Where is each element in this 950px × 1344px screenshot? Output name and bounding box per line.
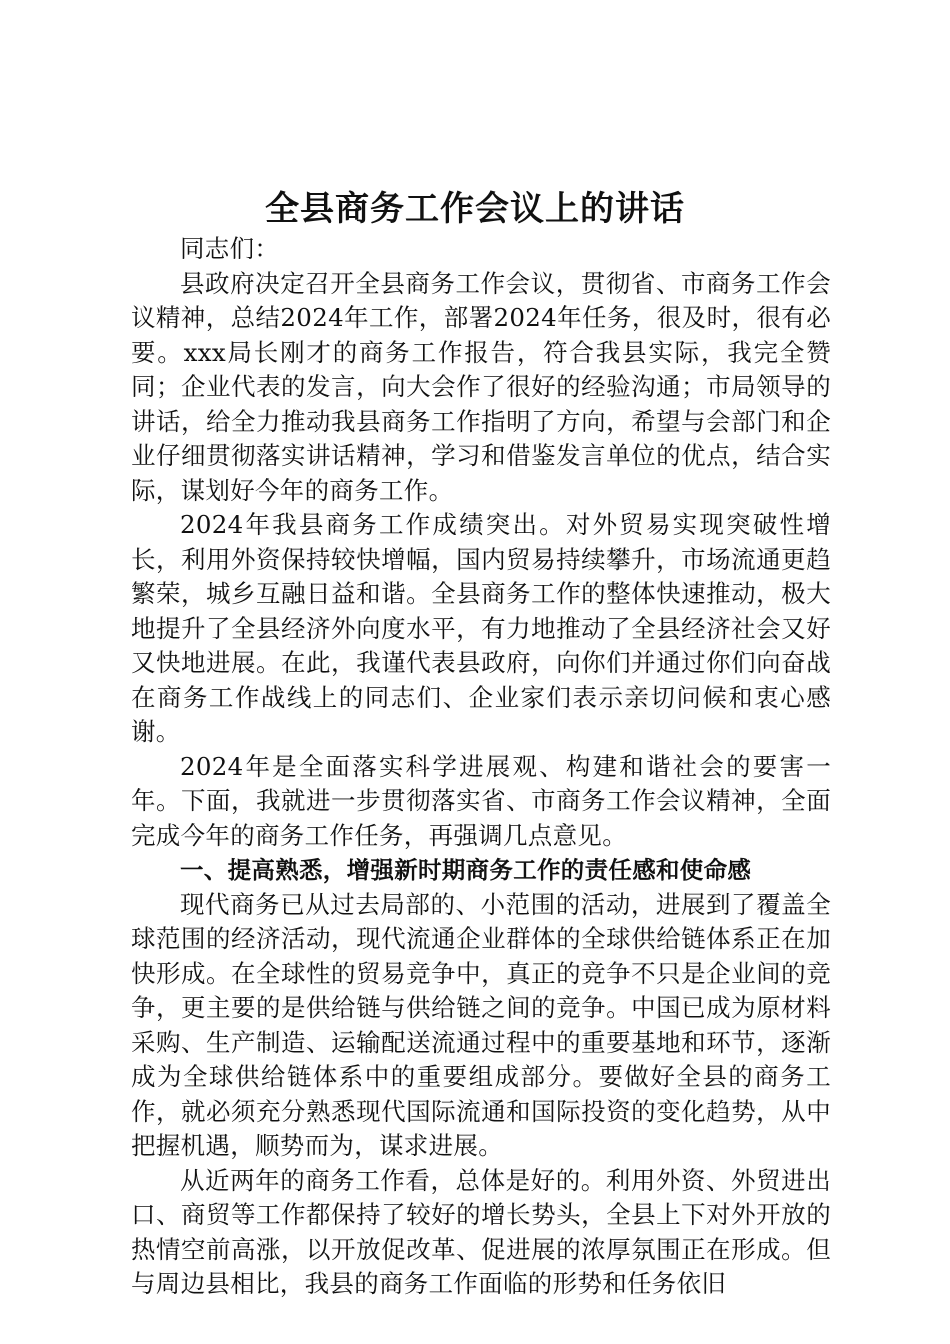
paragraph: 2024年我县商务工作成绩突出。对外贸易实现突破性增长，利用外资保持较快增幅，国内贸易持续攀升，市场流通更趋繁荣，城乡互融日益和谐。全县商务工作的整体快速推动，极大地提升了全县经济外向度水平，有力地推动了全县经济社会又好又快地进展。在此，我谨代表县政府，向你们并通过你们向奋战在商务工作战线上的同志们、企业家们表示亲切问候和衷心感谢。 [131,510,831,746]
paragraph: 县政府决定召开全县商务工作会议，贯彻省、市商务工作会议精神，总结2024年工作，部署2024年任务，很及时，很有必要。xxx局长刚才的商务工作报告，符合我县实际，我完全赞同；企业代表的发言，向大会作了很好的经验沟通；市局领导的讲话，给全力推动我县商务工作指明了方向，希望与会部门和企业仔细贯彻落实讲话精神，学习和借鉴发言单位的优点，结合实际，谋划好今年的商务工作。 [131,268,831,505]
paragraph: 从近两年的商务工作看，总体是好的。利用外资、外贸进出口、商贸等工作都保持了较好的增长势头，全县上下对外开放的热情空前高涨，以开放促改革、促进展的浓厚氛围正在形成。但与周边县相比，我县的商务工作面临的形势和任务依旧 [131,1165,831,1298]
paragraph: 现代商务已从过去局部的、小范围的活动，进展到了覆盖全球范围的经济活动，现代流通企业群体的全球供给链体系正在加快形成。在全球性的贸易竞争中，真正的竞争不只是企业间的竞争，更主要的是供给链与供给链之间的竞争。中国已成为原材料采购、生产制造、运输配送流通过程中的重要基地和环节，逐渐成为全球供给链体系中的重要组成部分。要做好全县的商务工作，就必须充分熟悉现代国际流通和国际投资的变化趋势，从中把握机遇，顺势而为，谋求进展。 [131,889,831,1160]
salutation: 同志们： [180,234,280,263]
section-heading: 一、提高熟悉，增强新时期商务工作的责任感和使命感 [180,856,752,884]
document-title: 全县商务工作会议上的讲话 [265,189,685,229]
paragraph: 2024年是全面落实科学进展观、构建和谐社会的要害一年。下面，我就进一步贯彻落实省、市商务工作会议精神，全面完成今年的商务工作任务，再强调几点意见。 [131,751,831,850]
document-body [131,232,831,1302]
